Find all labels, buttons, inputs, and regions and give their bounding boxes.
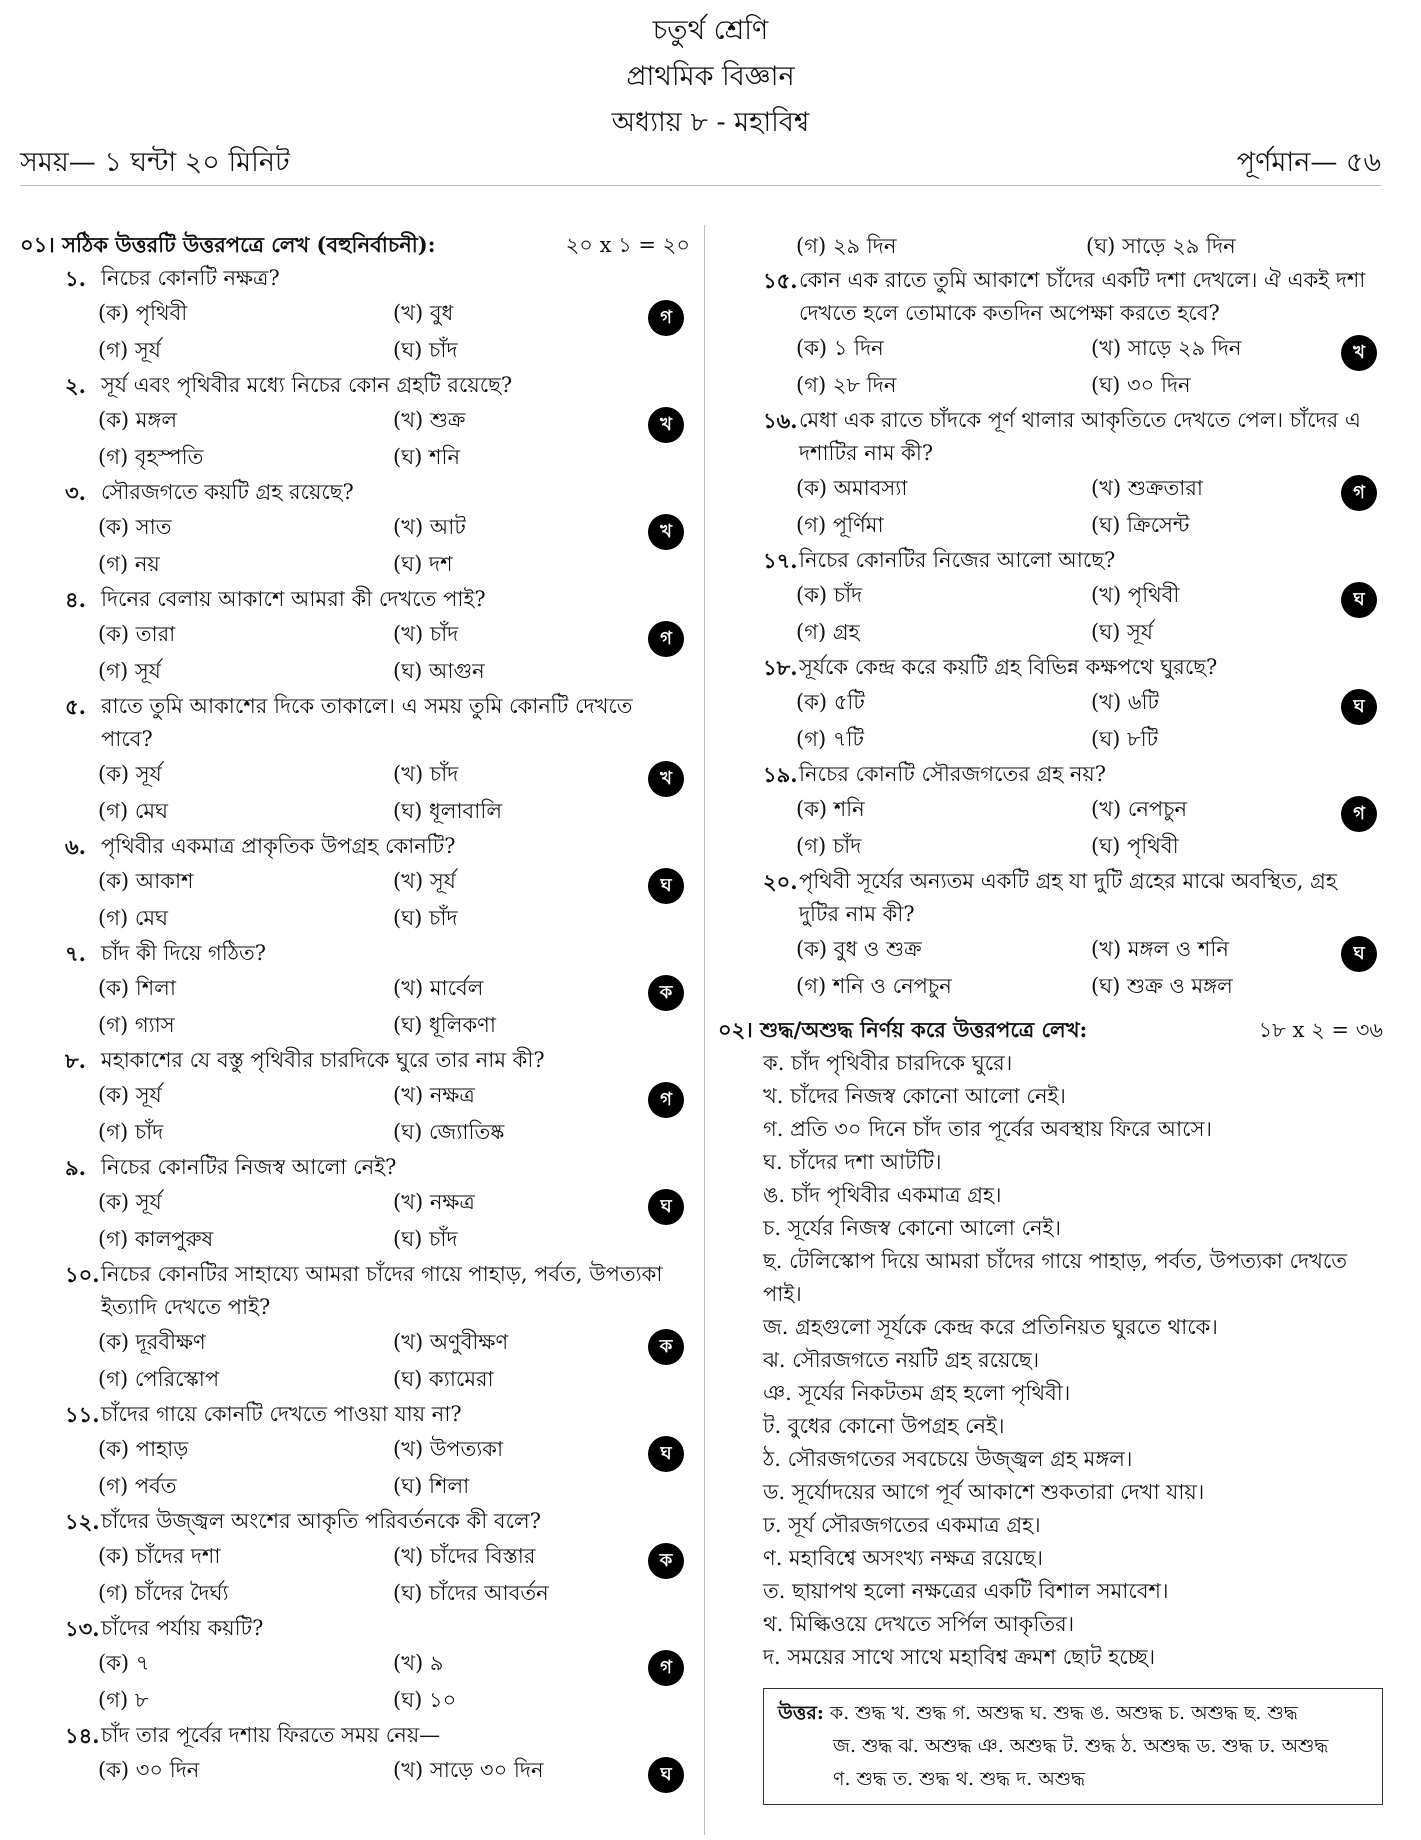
option-d: (ঘ) চাঁদ	[393, 338, 458, 362]
true-false-item: দ. সময়ের সাথে সাথে মহাবিশ্ব ক্রমশ ছোট হচ্ছে।	[763, 1645, 1156, 1669]
question-number: ২০.	[763, 869, 798, 894]
option-d: (ঘ) ৩০ দিন	[1091, 373, 1191, 397]
option-b: (খ) সাড়ে ৩০ দিন	[393, 1758, 544, 1782]
answer-badge: খ	[648, 761, 684, 797]
option-c: (গ) সূর্য	[98, 338, 161, 362]
answer-key-line-3: ণ. শুদ্ধ ত. শুদ্ধ থ. শুদ্ধ দ. অশুদ্ধ	[833, 1768, 1086, 1790]
option-a: (ক) সূর্য	[98, 1083, 162, 1107]
question-text: মহাকাশের যে বস্তু পৃথিবীর চারদিকে ঘুরে তার নাম কী?	[101, 1048, 545, 1072]
option-b: (খ) চাঁদের বিস্তার	[393, 1544, 536, 1568]
question-text: নিচের কোনটির নিজস্ব আলো নেই?	[101, 1155, 397, 1179]
column-divider	[704, 225, 705, 1835]
true-false-item: জ. গ্রহগুলো সূর্যকে কেন্দ্র করে প্রতিনিয়ত ঘুরতে থাকে।	[763, 1315, 1218, 1339]
option-d: (ঘ) জ্যোতিষ্ক	[393, 1120, 505, 1144]
true-false-item: ছ. টেলিস্কোপ দিয়ে আমরা চাঁদের গায়ে পাহাড়, পর্বত, উপত্যকা দেখতে পাই।	[763, 1249, 1348, 1306]
question-text: সৌরজগতে কয়টি গ্রহ রয়েছে?	[101, 480, 354, 504]
section1-marks: ২০ x ১ = ২০	[565, 233, 690, 257]
mcq-question	[718, 758, 1383, 865]
section1-heading	[20, 228, 690, 262]
mcq-question	[20, 937, 690, 1044]
option-a: (ক) তারা	[98, 622, 176, 646]
question-text: দিনের বেলায় আকাশে আমরা কী দেখতে পাই?	[101, 587, 486, 611]
option-b: (খ) নক্ষত্র	[393, 1083, 475, 1107]
mcq-question	[20, 690, 690, 830]
option-d: (ঘ) ৮টি	[1091, 727, 1159, 751]
option-c: (গ) গ্যাস	[98, 1013, 175, 1037]
option-d: (ঘ) সূর্য	[1091, 620, 1154, 644]
mcq-question	[718, 865, 1383, 1005]
option-d: (ঘ) চাঁদ	[393, 1227, 458, 1251]
question-number: ৫.	[65, 694, 86, 719]
answer-badge: গ	[1341, 475, 1377, 511]
answer-badge: ঘ	[1341, 936, 1377, 972]
question-number: ১০.	[65, 1262, 100, 1287]
question-number: ১৮.	[763, 655, 798, 680]
question-text: চাঁদ কী দিয়ে গঠিত?	[101, 941, 267, 965]
answer-badge: গ	[648, 1650, 684, 1686]
mcq-question	[20, 369, 690, 476]
option-d: (ঘ) চাঁদের আবর্তন	[393, 1581, 549, 1605]
option-c: (গ) শনি ও নেপচুন	[796, 974, 952, 998]
answer-badge: গ	[648, 1082, 684, 1118]
mcq-question	[718, 651, 1383, 758]
exam-time: সময়— ১ ঘন্টা ২০ মিনিট	[20, 147, 290, 178]
answer-badge: ঘ	[648, 1436, 684, 1472]
mcq-question	[20, 476, 690, 583]
mcq-question	[20, 583, 690, 690]
true-false-item: ঢ. সূর্য সৌরজগতের একমাত্র গ্রহ।	[763, 1513, 1041, 1537]
option-c: (গ) ৮	[98, 1688, 149, 1712]
answer-badge: খ	[648, 407, 684, 443]
left-column	[20, 228, 690, 1789]
mcq-question-14	[20, 1719, 690, 1789]
question-text: চাঁদের পর্যায় কয়টি?	[101, 1616, 264, 1640]
answer-badge: গ	[648, 621, 684, 657]
option-a: (ক) মঙ্গল	[98, 408, 177, 432]
option-c: (গ) মেঘ	[98, 906, 168, 930]
answer-key-line-2: জ. শুদ্ধ ঝ. অশুদ্ধ ঞ. অশুদ্ধ ট. শুদ্ধ ঠ. অশুদ্ধ ড. শুদ্ধ ঢ. অশুদ্ধ	[833, 1735, 1329, 1757]
option-d: (ঘ) ক্রিসেন্ট	[1091, 513, 1190, 537]
option-a: (ক) দূরবীক্ষণ	[98, 1330, 206, 1354]
option-d: (ঘ) দশ	[393, 552, 453, 576]
chapter-title: অধ্যায় ৮ - মহাবিশ্ব	[611, 107, 810, 138]
option-c: (গ) কালপুরুষ	[98, 1227, 214, 1251]
option-a: (ক) চাঁদ	[796, 583, 863, 607]
option-c: (গ) পূর্ণিমা	[796, 513, 884, 537]
option-b: (খ) উপত্যকা	[393, 1437, 504, 1461]
question-text: নিচের কোনটি নক্ষত্র?	[101, 266, 280, 290]
answer-badge: গ	[1341, 796, 1377, 832]
option-c: (গ) পর্বত	[98, 1474, 177, 1498]
question-number: ১৯.	[763, 762, 798, 787]
option-c: (গ) ৭টি	[796, 727, 864, 751]
option-d: (ঘ) চাঁদ	[393, 906, 458, 930]
mcq-question	[20, 1151, 690, 1258]
answer-key-label: উত্তর:	[778, 1702, 824, 1724]
option-a: (ক) পাহাড়	[98, 1437, 189, 1461]
true-false-item: খ. চাঁদের নিজস্ব কোনো আলো নেই।	[763, 1084, 1066, 1108]
option-d: (ঘ) ধূলিকণা	[393, 1013, 496, 1037]
question-text: নিচের কোনটি সৌরজগতের গ্রহ নয়?	[799, 762, 1107, 786]
section2-heading	[718, 1013, 1383, 1047]
answer-key-line-1: ক. শুদ্ধ খ. শুদ্ধ গ. অশুদ্ধ ঘ. শুদ্ধ ঙ. অশুদ্ধ চ. অশুদ্ধ ছ. শুদ্ধ	[829, 1702, 1298, 1724]
option-b: (খ) পৃথিবী	[1091, 583, 1180, 607]
answer-badge: ঘ	[648, 868, 684, 904]
option-d: (ঘ) ক্যামেরা	[393, 1367, 494, 1391]
question-number: ১৭.	[763, 548, 798, 573]
option-a: (ক) বুধ ও শুক্র	[796, 937, 922, 961]
question-text: চাঁদ তার পূর্বের দশায় ফিরতে সময় নেয়—	[101, 1723, 441, 1747]
question-text: চাঁদের গায়ে কোনটি দেখতে পাওয়া যায় না?	[101, 1402, 462, 1426]
mcq-question	[20, 1044, 690, 1151]
option-b: (খ) বুধ	[393, 301, 454, 325]
mcq-question	[718, 264, 1383, 404]
option-a: (ক) শনি	[796, 797, 865, 821]
true-false-item: গ. প্রতি ৩০ দিনে চাঁদ তার পূর্বের অবস্থায় ফিরে আসে।	[763, 1117, 1212, 1141]
option-c: (গ) সূর্য	[98, 659, 161, 683]
option-a: (ক) ৫টি	[796, 690, 865, 714]
header-divider	[20, 185, 1381, 186]
question-number: ১১.	[65, 1402, 100, 1427]
option-b: (খ) মঙ্গল ও শনি	[1091, 937, 1229, 961]
mcq-question	[20, 1258, 690, 1398]
mcq-question	[718, 404, 1383, 544]
question-text: নিচের কোনটির সাহায্যে আমরা চাঁদের গায়ে পাহাড়, পর্বত, উপত্যকা ইত্যাদি দেখতে পাই?	[101, 1262, 663, 1319]
section2-title: ০২। শুদ্ধ/অশুদ্ধ নির্ণয় করে উত্তরপত্রে লেখ:	[718, 1017, 1088, 1042]
option-a: (ক) অমাবস্যা	[796, 476, 908, 500]
mcq-question	[20, 1612, 690, 1719]
option-b: (খ) আট	[393, 515, 466, 539]
option-c: (গ) চাঁদের দৈর্ঘ্য	[98, 1581, 229, 1605]
true-false-item: ড. সূর্যোদয়ের আগে পূর্ব আকাশে শুকতারা দেখা যায়।	[763, 1480, 1205, 1504]
mcq-question	[20, 830, 690, 937]
option-a: (ক) পৃথিবী	[98, 301, 188, 325]
mcq-question	[20, 1505, 690, 1612]
option-b: (খ) মার্বেল	[393, 976, 484, 1000]
option-c: (গ) নয়	[98, 552, 160, 576]
question-number: ১৩.	[65, 1616, 100, 1641]
answer-badge: ক	[648, 1543, 684, 1579]
true-false-list	[718, 1047, 1383, 1674]
option-a: (ক) সূর্য	[98, 1190, 162, 1214]
answer-badge: ঘ	[648, 1757, 684, 1793]
mcq-question-14-continued	[718, 228, 1383, 264]
question-text: কোন এক রাতে তুমি আকাশে চাঁদের একটি দশা দেখলে। ঐ একই দশা দেখতে হলে তোমাকে কতদিন অপেক্ষা করতে হবে?	[799, 268, 1366, 325]
question-text: রাতে তুমি আকাশের দিকে তাকালে। এ সময় তুমি কোনটি দেখতে পাবে?	[101, 694, 633, 751]
option-a: (ক) শিলা	[98, 976, 176, 1000]
option-b: (খ) সূর্য	[393, 869, 456, 893]
option-a: (ক) চাঁদের দশা	[98, 1544, 221, 1568]
page-header	[0, 8, 1421, 146]
option-c: (গ) পেরিস্কোপ	[98, 1367, 220, 1391]
answer-badge: ক	[648, 1329, 684, 1365]
right-column	[718, 228, 1383, 1805]
option-a: (ক) ৭	[98, 1651, 150, 1675]
true-false-item: ঠ. সৌরজগতের সবচেয়ে উজ্জ্বল গ্রহ মঙ্গল।	[763, 1447, 1133, 1471]
option-d: (ঘ) আগুন	[393, 659, 485, 683]
option-c: (গ) গ্রহ	[796, 620, 860, 644]
full-marks: পূর্ণমান— ৫৬	[1236, 147, 1381, 178]
question-number: ১৪.	[65, 1723, 100, 1748]
question-text: নিচের কোনটির নিজের আলো আছে?	[799, 548, 1116, 572]
true-false-item: ঝ. সৌরজগতে নয়টি গ্রহ রয়েছে।	[763, 1348, 1040, 1372]
option-d: (ঘ) ১০	[393, 1688, 457, 1712]
answer-badge: ক	[648, 975, 684, 1011]
option-c: (গ) ২৮ দিন	[796, 373, 897, 397]
option-d: (ঘ) ধূলাবালি	[393, 799, 502, 823]
option-a: (ক) ৩০ দিন	[98, 1758, 200, 1782]
true-false-item: থ. মিল্কিওয়ে দেখতে সর্পিল আকৃতির।	[763, 1612, 1075, 1636]
question-number: ৭.	[65, 941, 86, 966]
option-d: (ঘ) শনি	[393, 445, 460, 469]
question-text: পৃথিবীর একমাত্র প্রাকৃতিক উপগ্রহ কোনটি?	[101, 834, 456, 858]
true-false-item: ট. বুধের কোনো উপগ্রহ নেই।	[763, 1414, 1005, 1438]
question-text: পৃথিবী সূর্যের অন্যতম একটি গ্রহ যা দুটি গ্রহের মাঝে অবস্থিত, গ্রহ দুটির নাম কী?	[799, 869, 1337, 926]
option-b: (খ) ৯	[393, 1651, 444, 1675]
class-title: চতুর্থ শ্রেণি	[652, 15, 769, 46]
true-false-item: ণ. মহাবিশ্বে অসংখ্য নক্ষত্র রয়েছে।	[763, 1546, 1043, 1570]
option-a: (ক) আকাশ	[98, 869, 194, 893]
answer-badge: গ	[648, 300, 684, 336]
option-b: (খ) শুক্র	[393, 408, 466, 432]
option-d: (ঘ) সাড়ে ২৯ দিন	[1086, 234, 1236, 258]
answer-badge: খ	[648, 514, 684, 550]
question-number: ২.	[65, 373, 86, 398]
option-b: (খ) ৬টি	[1091, 690, 1159, 714]
true-false-item: ত. ছায়াপথ হলো নক্ষত্রের একটি বিশাল সমাবেশ।	[763, 1579, 1169, 1603]
question-number: ৬.	[65, 834, 86, 859]
question-text: মেধা এক রাতে চাঁদকে পূর্ণ থালার আকৃতিতে দেখতে পেল। চাঁদের এ দশাটির নাম কী?	[799, 408, 1361, 465]
question-text: সূর্যকে কেন্দ্র করে কয়টি গ্রহ বিভিন্ন কক্ষপথে ঘুরছে?	[799, 655, 1218, 679]
mcq-list-right	[718, 264, 1383, 1005]
option-b: (খ) নক্ষত্র	[393, 1190, 475, 1214]
answer-badge: ঘ	[1341, 689, 1377, 725]
question-number: ১.	[65, 266, 86, 291]
option-d: (ঘ) শুক্র ও মঙ্গল	[1091, 974, 1233, 998]
option-b: (খ) সাড়ে ২৯ দিন	[1091, 336, 1242, 360]
option-d: (ঘ) শিলা	[393, 1474, 470, 1498]
option-c: (গ) ২৯ দিন	[796, 234, 897, 258]
option-a: (ক) ১ দিন	[796, 336, 884, 360]
option-b: (খ) চাঁদ	[393, 762, 459, 786]
answer-badge: ঘ	[1341, 582, 1377, 618]
true-false-item: ঞ. সূর্যের নিকটতম গ্রহ হলো পৃথিবী।	[763, 1381, 1071, 1405]
question-number: ৯.	[65, 1155, 86, 1180]
option-d: (ঘ) পৃথিবী	[1091, 834, 1179, 858]
question-number: ১২.	[65, 1509, 100, 1534]
option-b: (খ) শুক্রতারা	[1091, 476, 1203, 500]
section1-title: ০১। সঠিক উত্তরটি উত্তরপত্রে লেখ (বহুনির্বাচনী):	[20, 232, 436, 257]
true-false-item: ঙ. চাঁদ পৃথিবীর একমাত্র গ্রহ।	[763, 1183, 1002, 1207]
option-c: (গ) চাঁদ	[98, 1120, 164, 1144]
question-number: ১৫.	[763, 268, 798, 293]
question-text: চাঁদের উজ্জ্বল অংশের আকৃতি পরিবর্তনকে কী বলে?	[101, 1509, 541, 1533]
section2-marks: ১৮ x ২ = ৩৬	[1258, 1018, 1383, 1042]
option-c: (গ) বৃহস্পতি	[98, 445, 204, 469]
question-number: ৮.	[65, 1048, 86, 1073]
subject-title: প্রাথমিক বিজ্ঞান	[626, 61, 795, 92]
mcq-question	[20, 1398, 690, 1505]
answer-badge: ঘ	[648, 1189, 684, 1225]
question-number: ৪.	[65, 587, 86, 612]
option-b: (খ) অণুবীক্ষণ	[393, 1330, 509, 1354]
answer-key-box	[763, 1688, 1383, 1805]
question-text: সূর্য এবং পৃথিবীর মধ্যে নিচের কোন গ্রহটি রয়েছে?	[101, 373, 513, 397]
question-number: ৩.	[65, 480, 86, 505]
true-false-item: ক. চাঁদ পৃথিবীর চারদিকে ঘুরে।	[763, 1051, 1013, 1075]
option-c: (গ) চাঁদ	[796, 834, 862, 858]
option-b: (খ) চাঁদ	[393, 622, 459, 646]
option-c: (গ) মেঘ	[98, 799, 168, 823]
question-number: ১৬.	[763, 408, 798, 433]
option-a: (ক) সূর্য	[98, 762, 162, 786]
mcq-question	[20, 262, 690, 369]
mcq-list-left	[20, 262, 690, 1719]
mcq-question	[718, 544, 1383, 651]
option-b: (খ) নেপচুন	[1091, 797, 1188, 821]
answer-badge: খ	[1341, 335, 1377, 371]
true-false-item: চ. সূর্যের নিজস্ব কোনো আলো নেই।	[763, 1216, 1061, 1240]
true-false-item: ঘ. চাঁদের দশা আটটি।	[763, 1150, 942, 1174]
option-a: (ক) সাত	[98, 515, 172, 539]
